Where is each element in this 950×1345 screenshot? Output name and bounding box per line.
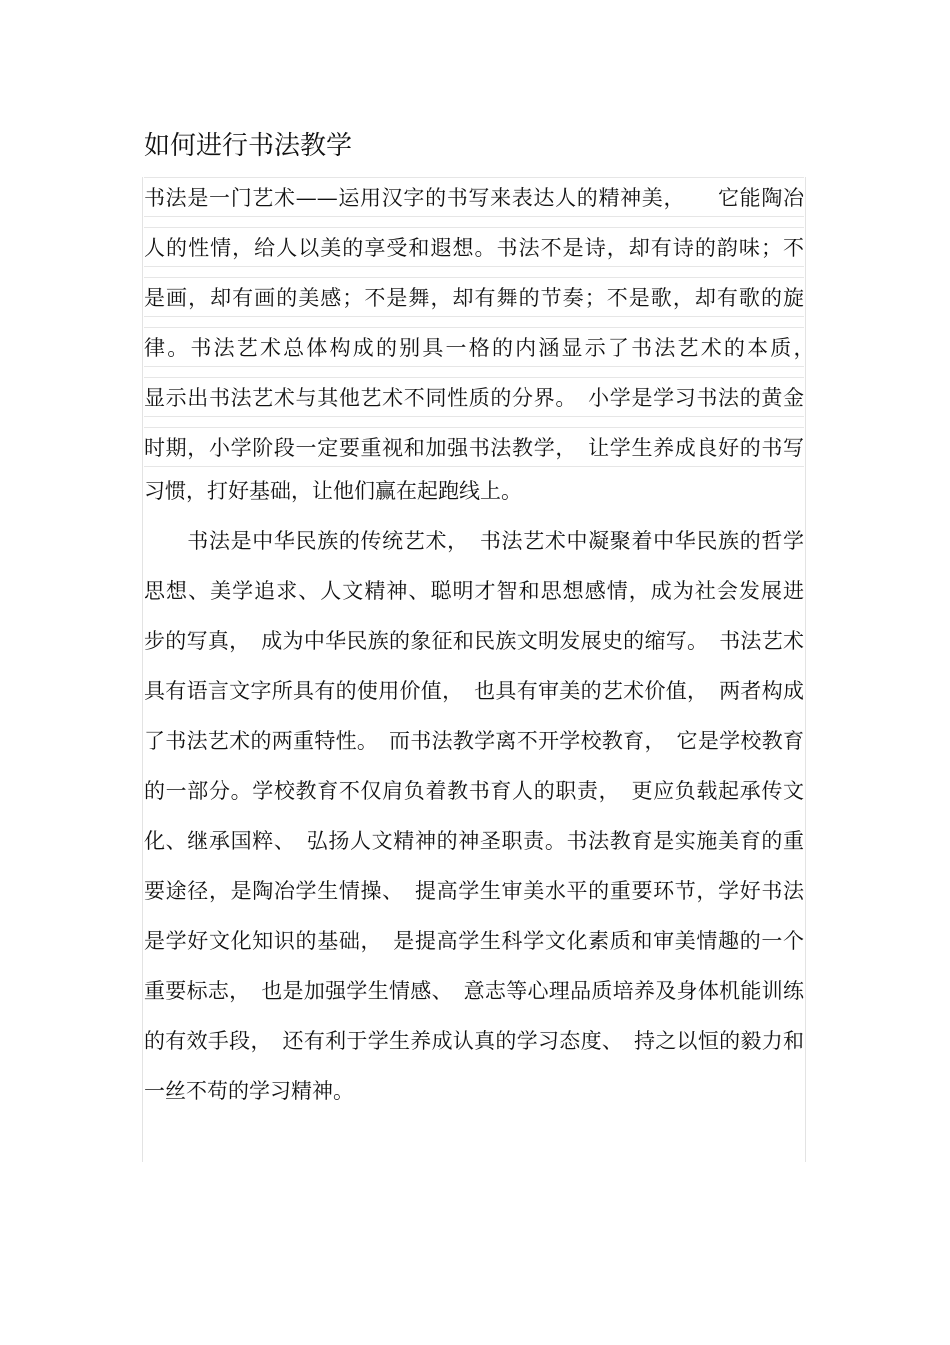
content-frame	[142, 177, 806, 1162]
paragraph-1-line-1: 书法是一门艺术——运用汉字的书写来表达人的精神美， 它能陶冶	[144, 177, 804, 217]
paragraph-2-line-4: 具有语言文字所具有的使用价值， 也具有审美的艺术价值， 两者构成	[144, 679, 804, 703]
document-title: 如何进行书法教学	[144, 131, 353, 161]
paragraph-2-line-1: 书法是中华民族的传统艺术， 书法艺术中凝聚着中华民族的哲学	[144, 529, 804, 553]
paragraph-1-line-6: 时期，小学阶段一定要重视和加强书法教学， 让学生养成良好的书写	[144, 427, 804, 467]
paragraph-1-line-5: 显示出书法艺术与其他艺术不同性质的分界。 小学是学习书法的黄金	[144, 377, 804, 417]
paragraph-2-line-8: 要途径，是陶冶学生情操、 提高学生审美水平的重要环节，学好书法	[144, 879, 804, 903]
paragraph-2-line-3: 步的写真， 成为中华民族的象征和民族文明发展史的缩写。 书法艺术	[144, 629, 804, 653]
paragraph-1-line-2: 人的性情，给人以美的享受和遐想。书法不是诗，却有诗的韵味；不	[144, 227, 804, 267]
paragraph-2-line-12: 一丝不苟的学习精神。	[144, 1079, 354, 1103]
paragraph-2-line-11: 的有效手段， 还有利于学生养成认真的学习态度、 持之以恒的毅力和	[144, 1029, 804, 1053]
paragraph-1-line-3: 是画，却有画的美感；不是舞，却有舞的节奏；不是歌，却有歌的旋	[144, 277, 804, 317]
paragraph-2-line-10: 重要标志， 也是加强学生情感、 意志等心理品质培养及身体机能训练	[144, 979, 804, 1003]
paragraph-2-line-5: 了书法艺术的两重特性。 而书法教学离不开学校教育， 它是学校教育	[144, 729, 804, 753]
paragraph-2-line-6: 的一部分。学校教育不仅肩负着教书育人的职责， 更应负载起承传文	[144, 779, 804, 803]
paragraph-2-line-7: 化、继承国粹、 弘扬人文精神的神圣职责。书法教育是实施美育的重	[144, 829, 804, 853]
paragraph-2-line-2: 思想、美学追求、人文精神、聪明才智和思想感情，成为社会发展进	[144, 579, 804, 603]
paragraph-2-line-9: 是学好文化知识的基础， 是提高学生科学文化素质和审美情趣的一个	[144, 929, 804, 953]
paragraph-1-line-7: 习惯，打好基础，让他们赢在起跑线上。	[144, 479, 522, 503]
paragraph-1-line-4: 律。书法艺术总体构成的别具一格的内涵显示了书法艺术的本质，	[144, 327, 804, 367]
